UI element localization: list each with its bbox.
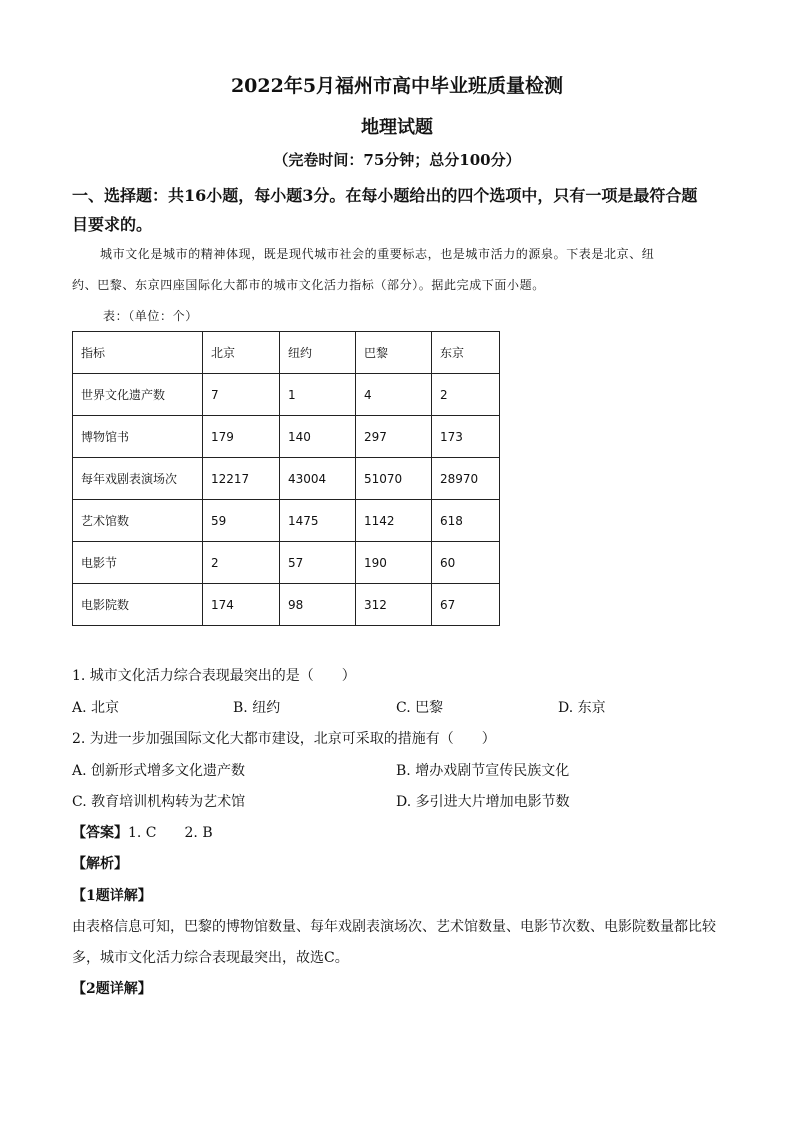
answer-tag: 【答案】 bbox=[72, 825, 128, 841]
header-cell-tokyo: 东京 bbox=[432, 332, 500, 374]
q1-detail-heading: 【1题详解】 bbox=[72, 888, 152, 904]
question-2-option-d: D. 多引进大片增加电影节数 bbox=[396, 794, 570, 810]
table-row bbox=[73, 500, 500, 542]
table-cell: 2 bbox=[432, 374, 500, 416]
table-cell: 140 bbox=[280, 416, 356, 458]
row-label: 世界文化遗产数 bbox=[73, 374, 203, 416]
table-cell: 59 bbox=[203, 500, 280, 542]
culture-index-table bbox=[72, 331, 500, 626]
question-2-option-a: A. 创新形式增多文化遗产数 bbox=[72, 763, 246, 779]
table-cell: 51070 bbox=[356, 458, 432, 500]
table-cell: 57 bbox=[280, 542, 356, 584]
table-cell: 618 bbox=[432, 500, 500, 542]
q1-detail-line1: 由表格信息可知，巴黎的博物馆数量、每年戏剧表演场次、艺术馆数量、电影节次数、电影院数量都比较 bbox=[72, 919, 716, 935]
question-2-option-c: C. 教育培训机构转为艺术馆 bbox=[72, 794, 246, 810]
table-cell: 174 bbox=[203, 584, 280, 626]
q1-detail-line2: 多，城市文化活力综合表现最突出，故选C。 bbox=[72, 950, 349, 966]
header-cell-beijing: 北京 bbox=[203, 332, 280, 374]
table-cell: 179 bbox=[203, 416, 280, 458]
row-label: 每年戏剧表演场次 bbox=[73, 458, 203, 500]
table-row bbox=[73, 374, 500, 416]
intro-line2: 约、巴黎、东京四座国际化大都市的城市文化活力指标（部分）。据此完成下面小题。 bbox=[72, 278, 545, 292]
table-row bbox=[73, 542, 500, 584]
subject-title: 地理试题 bbox=[361, 117, 433, 138]
row-label: 电影节 bbox=[73, 542, 203, 584]
table-cell: 7 bbox=[203, 374, 280, 416]
table-header-row bbox=[73, 332, 500, 374]
header-cell-indicator: 指标 bbox=[73, 332, 203, 374]
table-cell: 60 bbox=[432, 542, 500, 584]
table-cell: 4 bbox=[356, 374, 432, 416]
table-cell: 1 bbox=[280, 374, 356, 416]
question-1-option-a: A. 北京 bbox=[72, 700, 120, 716]
answer-line bbox=[72, 822, 213, 842]
table-cell: 297 bbox=[356, 416, 432, 458]
question-2-stem: 2. 为进一步加强国际文化大都市建设，北京可采取的措施有（ ） bbox=[72, 731, 496, 747]
header-cell-newyork: 纽约 bbox=[280, 332, 356, 374]
question-1-option-d: D. 东京 bbox=[558, 700, 606, 716]
intro-line1: 城市文化是城市的精神体现，既是现代城市社会的重要标志，也是城市活力的源泉。下表是北京、纽 bbox=[100, 247, 655, 261]
table-cell: 312 bbox=[356, 584, 432, 626]
table-cell: 67 bbox=[432, 584, 500, 626]
table-cell: 28970 bbox=[432, 458, 500, 500]
exam-info: （完卷时间：75分钟；总分100分） bbox=[273, 151, 521, 169]
header-cell-paris: 巴黎 bbox=[356, 332, 432, 374]
table-cell: 1142 bbox=[356, 500, 432, 542]
table-cell: 43004 bbox=[280, 458, 356, 500]
section-heading-line1: 一、选择题：共16小题，每小题3分。在每小题给出的四个选项中，只有一项是最符合题 bbox=[72, 186, 698, 205]
question-1-option-b: B. 纽约 bbox=[233, 700, 281, 716]
table-cell: 1475 bbox=[280, 500, 356, 542]
row-label: 博物馆书 bbox=[73, 416, 203, 458]
row-label: 艺术馆数 bbox=[73, 500, 203, 542]
table-row bbox=[73, 584, 500, 626]
table-row bbox=[73, 416, 500, 458]
question-1-option-c: C. 巴黎 bbox=[396, 700, 444, 716]
table-cell: 12217 bbox=[203, 458, 280, 500]
question-1-stem: 1. 城市文化活力综合表现最突出的是（ ） bbox=[72, 668, 356, 684]
section-heading-line2: 目要求的。 bbox=[72, 215, 153, 234]
table-row bbox=[73, 458, 500, 500]
question-2-option-b: B. 增办戏剧节宣传民族文化 bbox=[396, 763, 570, 779]
row-label: 电影院数 bbox=[73, 584, 203, 626]
table-cell: 190 bbox=[356, 542, 432, 584]
table-cell: 173 bbox=[432, 416, 500, 458]
exam-title: 2022年5月福州市高中毕业班质量检测 bbox=[230, 75, 564, 97]
q2-detail-heading: 【2题详解】 bbox=[72, 981, 152, 997]
table-caption: 表：（单位：个） bbox=[103, 309, 198, 323]
table-cell: 2 bbox=[203, 542, 280, 584]
analysis-tag: 【解析】 bbox=[72, 856, 128, 872]
table-cell: 98 bbox=[280, 584, 356, 626]
answer-text: 1. C 2. B bbox=[128, 825, 213, 841]
